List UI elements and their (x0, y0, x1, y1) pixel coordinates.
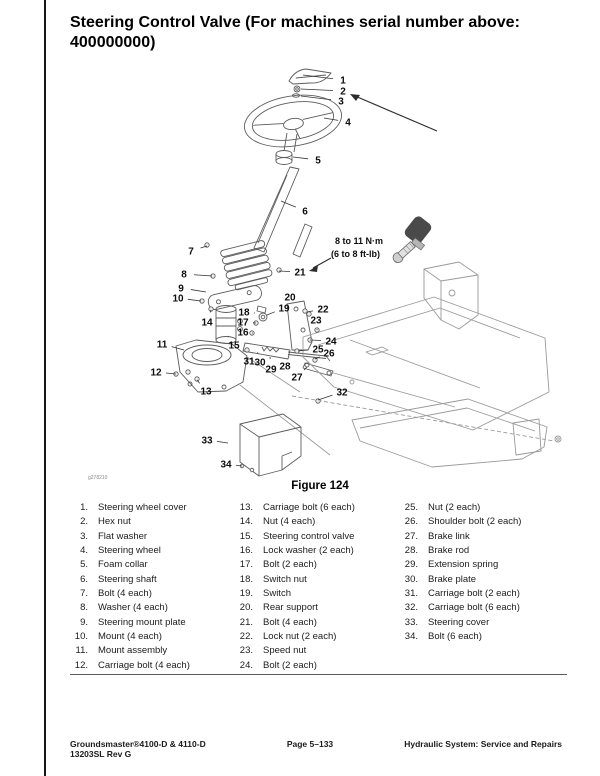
part-item (231, 601, 401, 615)
part-item (396, 530, 566, 544)
part-item (66, 501, 236, 515)
footer-model: Groundsmaster®4100-D & 4110-D (70, 739, 206, 749)
callout-26: 26 (323, 348, 335, 360)
callout-leader-9 (191, 290, 206, 292)
part-label: Rear support (263, 602, 318, 614)
part-number: 34. (404, 631, 418, 643)
part-number: 17. (239, 559, 253, 571)
callout-leader-2 (301, 89, 333, 91)
parts-column-3 (396, 501, 566, 644)
callout-7: 7 (188, 246, 194, 258)
part-number: 13. (239, 502, 253, 513)
callout-20: 20 (284, 292, 296, 304)
torque-note-line1: 8 to 11 N·m (335, 236, 384, 246)
part-label: Carriage bolt (6 each) (263, 502, 355, 513)
callout-18: 18 (238, 307, 250, 319)
part-item (66, 544, 236, 558)
part-label: Lock washer (2 each) (263, 545, 354, 557)
part-number: 28. (404, 545, 418, 557)
part-number: 4. (80, 545, 88, 557)
part-label: Steering control valve (263, 530, 355, 542)
callout-12: 12 (150, 367, 162, 379)
part-number: 32. (404, 602, 418, 614)
part-number: 21. (239, 616, 253, 628)
callout-leader-4 (324, 118, 338, 120)
part-label: Hex nut (98, 516, 131, 528)
callout-leader-5 (293, 157, 308, 159)
callout-leader-24 (310, 340, 321, 341)
part-number: 29. (404, 559, 418, 571)
part-label: Switch nut (263, 573, 307, 585)
callout-5: 5 (315, 155, 321, 167)
part-label: Steering wheel cover (98, 502, 187, 513)
callout-33: 33 (201, 435, 213, 447)
part-label: Foam collar (98, 559, 148, 571)
part-item (66, 558, 236, 572)
part-item (231, 644, 401, 658)
callout-8: 8 (181, 269, 187, 281)
part-label: Washer (4 each) (98, 602, 168, 614)
callout-25: 25 (312, 344, 324, 356)
part-item (396, 573, 566, 587)
wheel-stem (284, 133, 297, 152)
part-number: 31. (404, 588, 418, 600)
part-number: 24. (239, 659, 253, 671)
part-label: Extension spring (428, 559, 499, 571)
callout-13: 13 (200, 386, 212, 398)
steering-wheel-part (241, 86, 346, 154)
part-label: Mount (4 each) (98, 631, 162, 643)
part-item (396, 587, 566, 601)
part-number: 2. (80, 516, 88, 528)
part-label: Brake link (428, 530, 470, 542)
callout-17: 17 (237, 317, 249, 329)
callout-31: 31 (243, 356, 255, 368)
part-label: Nut (2 each) (428, 502, 481, 513)
footer-left (70, 739, 270, 759)
callout-24: 24 (325, 336, 337, 348)
part-item (231, 587, 401, 601)
callout-leader-32 (318, 395, 333, 400)
rear-support-part (287, 301, 312, 350)
bottom-divider (70, 674, 567, 675)
part-item (66, 530, 236, 544)
part-item (231, 544, 401, 558)
callout-1: 1 (340, 75, 346, 87)
part-item (66, 573, 236, 587)
part-label: Steering wheel (98, 545, 161, 557)
part-item (66, 659, 236, 673)
part-item (396, 558, 566, 572)
part-item (396, 501, 566, 515)
part-label: Bolt (6 each) (428, 631, 482, 643)
part-label: Switch (263, 588, 291, 600)
part-label: Steering mount plate (98, 616, 186, 628)
part-number: 14. (239, 516, 253, 528)
callout-27: 27 (291, 372, 303, 384)
callout-19: 19 (278, 303, 290, 315)
callout-leader-8 (194, 275, 212, 276)
part-item (231, 515, 401, 529)
part-item (231, 616, 401, 630)
callout-15: 15 (228, 340, 240, 352)
callout-10: 10 (172, 293, 184, 305)
callout-2: 2 (340, 86, 346, 98)
part-number: 22. (239, 631, 253, 643)
part-item (396, 630, 566, 644)
part-item (231, 558, 401, 572)
part-number: 25. (404, 502, 418, 513)
part-item (231, 501, 401, 515)
part-label: Bolt (4 each) (263, 616, 317, 628)
part-label: Shoulder bolt (2 each) (428, 516, 522, 528)
part-label: Carriage bolt (4 each) (98, 659, 190, 671)
callout-3: 3 (338, 96, 344, 108)
part-label: Lock nut (2 each) (263, 631, 337, 643)
callout-34: 34 (220, 459, 232, 471)
parts-column-1 (66, 501, 236, 673)
part-item (66, 616, 236, 630)
part-number: 5. (80, 559, 88, 571)
callout-14: 14 (201, 317, 213, 329)
part-number: 30. (404, 573, 418, 585)
torque-bolt-icon (391, 240, 416, 264)
callout-leader-3 (301, 96, 331, 100)
part-label: Bolt (4 each) (98, 588, 152, 600)
steering-wheel-cover-part (289, 69, 331, 84)
part-number: 18. (239, 573, 253, 585)
part-item (396, 616, 566, 630)
callout-6: 6 (302, 206, 308, 218)
part-label: Brake plate (428, 573, 477, 585)
torque-note-line2: (6 to 8 ft-lb) (331, 249, 380, 259)
part-label: Steering cover (428, 616, 490, 628)
part-item (66, 515, 236, 529)
callout-leader-22 (307, 311, 313, 312)
steering-cover-part (240, 414, 301, 476)
part-label: Bolt (2 each) (263, 659, 317, 671)
part-number: 19. (239, 588, 253, 600)
part-label: Steering shaft (98, 573, 157, 585)
part-label: Mount assembly (98, 645, 168, 657)
callout-21: 21 (294, 267, 306, 279)
part-number: 1. (80, 502, 88, 513)
callout-leader-11 (172, 347, 184, 350)
part-label: Carriage bolt (6 each) (428, 602, 520, 614)
callout-29: 29 (265, 364, 277, 376)
footer-doc-rev: 13203SL Rev G (70, 749, 132, 759)
part-number: 11. (75, 645, 88, 657)
callout-leader-10 (188, 299, 201, 301)
part-number: 26. (404, 516, 418, 528)
part-item (396, 601, 566, 615)
part-item (66, 601, 236, 615)
part-item (231, 530, 401, 544)
part-item (231, 630, 401, 644)
callout-28: 28 (279, 361, 291, 373)
switch-part (257, 306, 267, 321)
part-number: 6. (80, 573, 88, 585)
part-number: 33. (404, 616, 418, 628)
footer-page-number: Page 5–133 (286, 739, 334, 749)
part-number: 9. (80, 616, 88, 628)
callout-11: 11 (156, 339, 168, 351)
page-title: Steering Control Valve (For machines serial number above: 400000000) (70, 14, 520, 51)
callout-22: 22 (317, 304, 329, 316)
callout-23: 23 (310, 315, 322, 327)
callout-leader-21 (279, 271, 290, 272)
callout-32: 32 (336, 387, 348, 399)
part-label: Nut (4 each) (263, 516, 316, 528)
footer-section: Hydraulic System: Service and Repairs (404, 739, 562, 749)
part-number: 10. (74, 631, 88, 643)
part-item (66, 644, 236, 658)
part-number: 27. (404, 530, 418, 542)
callout-16: 16 (237, 327, 249, 339)
part-item (66, 630, 236, 644)
part-item (231, 659, 401, 673)
part-label: Flat washer (98, 530, 148, 542)
part-item (396, 515, 566, 529)
part-item (396, 544, 566, 558)
part-number: 7. (80, 588, 88, 600)
callout-4: 4 (345, 117, 351, 129)
parts-column-2 (231, 501, 401, 673)
foam-collar-part (276, 151, 292, 165)
part-number: 23. (239, 645, 253, 657)
callout-9: 9 (178, 283, 184, 295)
callout-30: 30 (254, 357, 266, 369)
callout-leader-19 (267, 312, 275, 315)
part-number: 15. (239, 530, 253, 542)
part-number: 20. (239, 602, 253, 614)
part-item (66, 587, 236, 601)
part-number: 12. (74, 659, 88, 671)
callout-leader-33 (217, 441, 228, 443)
figure-artifact-id: g278210 (88, 475, 108, 481)
part-item (231, 573, 401, 587)
part-number: 3. (80, 530, 88, 542)
part-label: Brake rod (428, 545, 470, 557)
part-label: Speed nut (263, 645, 307, 657)
figure-caption: Figure 124 (291, 480, 349, 492)
part-label: Carriage bolt (2 each) (428, 588, 520, 600)
part-number: 16. (239, 545, 253, 557)
part-label: Bolt (2 each) (263, 559, 317, 571)
part-number: 8. (80, 602, 88, 614)
